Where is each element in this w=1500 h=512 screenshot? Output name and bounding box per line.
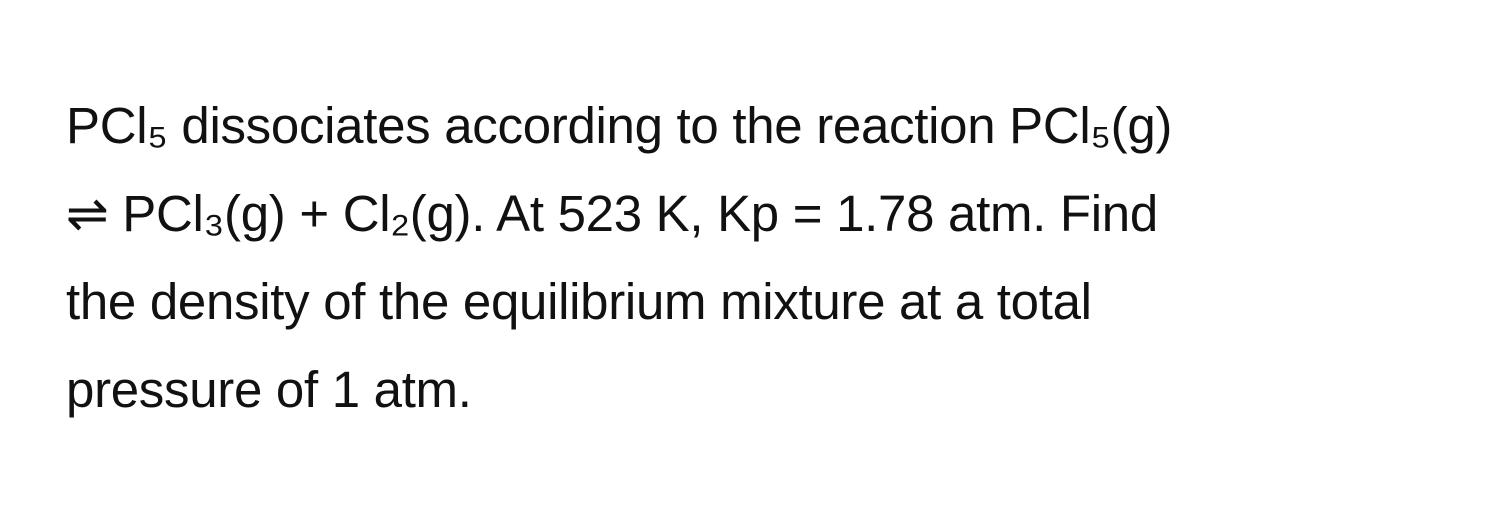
- question-text: [66, 82, 1446, 434]
- question-line-3: the density of the equilibrium mixture at a total: [66, 273, 1092, 330]
- question-line-4: pressure of 1 atm.: [66, 361, 472, 418]
- question-line-1: PCl₅ dissociates according to the reaction PCl₅(g): [66, 97, 1173, 154]
- question-line-2: ⇌ PCl₃(g) + Cl₂(g). At 523 K, Kp = 1.78 atm. Find: [66, 185, 1158, 242]
